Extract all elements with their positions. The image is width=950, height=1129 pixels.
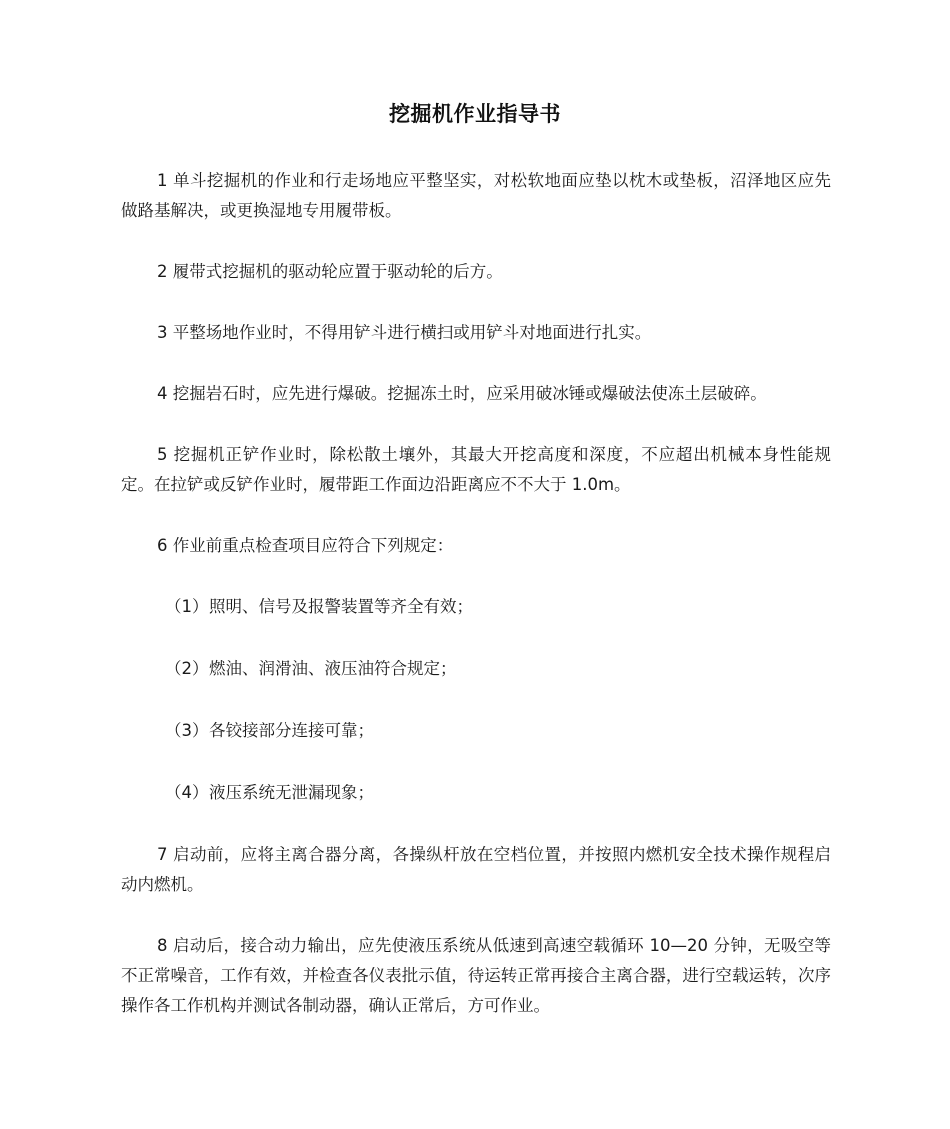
paragraph-8: 8 启动后，接合动力输出，应先使液压系统从低速到高速空载循环 10—20 分钟，无吸空等不正常噪音，工作有效，并检查各仪表批示值，待运转正常再接合主离合器，进行空载运转，次序操作各工作机构并测试各制动器，确认正常后，方可作业。 [121, 936, 831, 1015]
checklist-item-number: （3） [165, 721, 209, 740]
checklist-item-4 [121, 778, 831, 808]
checklist-item-2 [121, 654, 831, 684]
paragraph-6: 6 作业前重点检查项目应符合下列规定： [157, 536, 454, 555]
paragraph-4: 4 挖掘岩石时，应先进行爆破。挖掘冻土时，应采用破冰锤或爆破法使冻土层破碎。 [157, 384, 767, 403]
checklist-item-text: 各铰接部分连接可靠； [209, 721, 374, 740]
checklist-item-number: （4） [165, 783, 209, 802]
checklist-item-1 [121, 592, 831, 622]
paragraph-7: 7 启动前，应将主离合器分离，各操纵杆放在空档位置，并按照内燃机安全技术操作规程启动内燃机。 [121, 845, 831, 894]
checklist-item-text: 燃油、润滑油、液压油符合规定； [209, 659, 457, 678]
paragraph-3: 3 平整场地作业时，不得用铲斗进行横扫或用铲斗对地面进行扎实。 [157, 323, 652, 342]
document-title: 挖掘机作业指导书 [389, 102, 561, 126]
document-body [121, 166, 831, 1052]
checklist-item-3 [121, 716, 831, 746]
paragraph-2: 2 履带式挖掘机的驱动轮应置于驱动轮的后方。 [157, 262, 503, 281]
checklist-item-text: 照明、信号及报警装置等齐全有效； [209, 597, 473, 616]
checklist-item-text: 液压系统无泄漏现象； [209, 783, 374, 802]
paragraph-1: 1 单斗挖掘机的作业和行走场地应平整坚实，对松软地面应垫以枕木或垫板，沼泽地区应先做路基解决，或更换湿地专用履带板。 [121, 171, 831, 220]
checklist-item-number: （2） [165, 659, 209, 678]
paragraph-5: 5 挖掘机正铲作业时，除松散土壤外，其最大开挖高度和深度，不应超出机械本身性能规定。在拉铲或反铲作业时，履带距工作面边沿距离应不不大于 1.0m。 [121, 445, 831, 494]
checklist-item-number: （1） [165, 597, 209, 616]
